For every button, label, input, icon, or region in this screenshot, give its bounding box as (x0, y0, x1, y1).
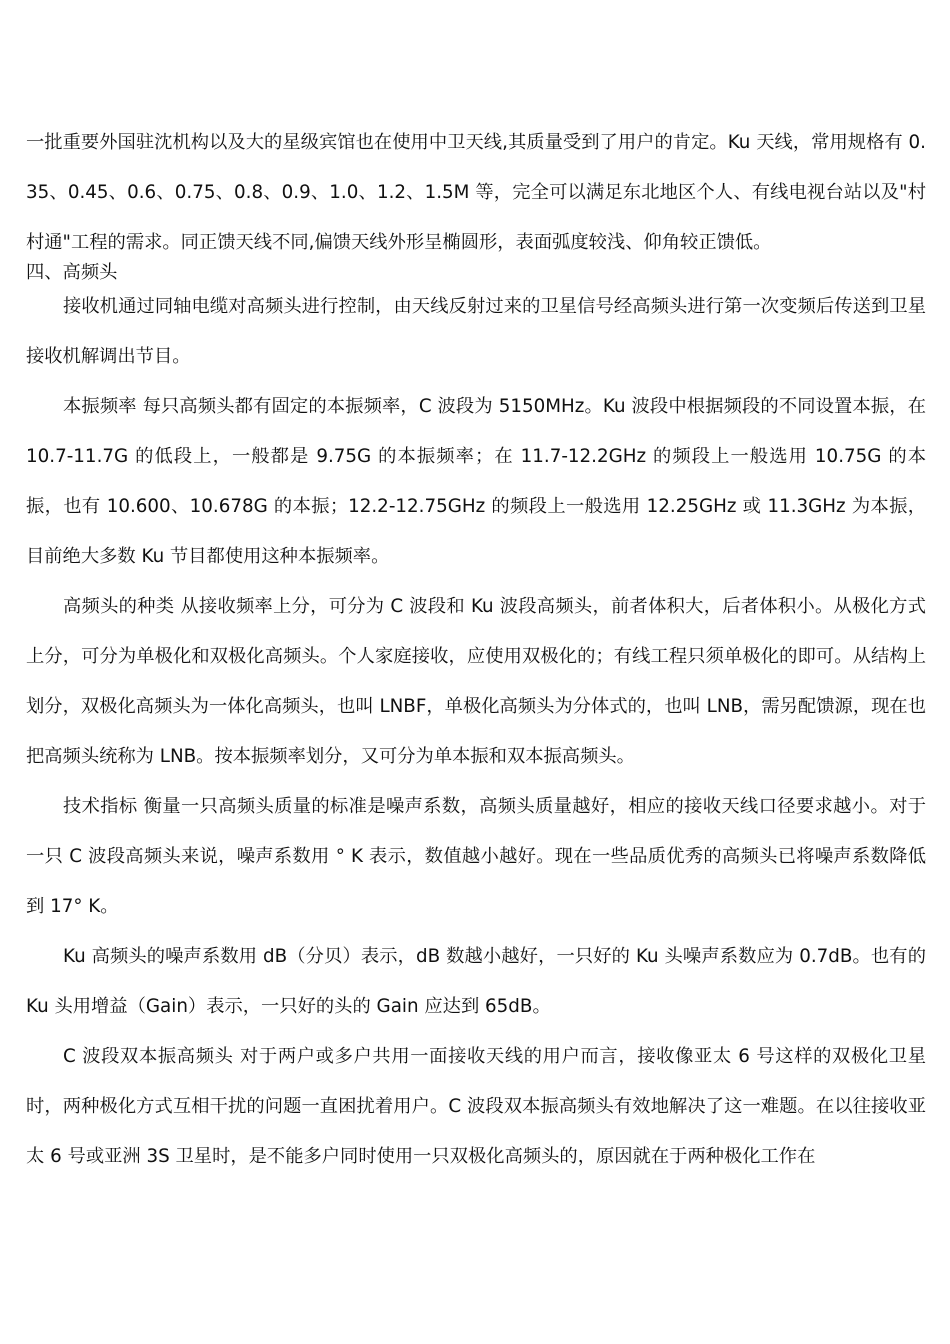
paragraph-local-oscillator: 本振频率 每只高频头都有固定的本振频率，C 波段为 5150MHz。Ku 波段中根据频段的不同设置本振，在 10.7-11.7G 的低段上，一般都是 9.75G 的本振频率；在 11.7-12.2GHz 的频段上一般选用 10.75G 的本振，也有 10.600、10.678G 的本振；12.2-12.75GHz 的频段上一般选用 12.25GHz 或 11.3GHz 为本振，目前绝大多数 Ku 节目都使用这种本振频率。 (26, 396, 926, 567)
paragraph-tech-specs: 技术指标 衡量一只高频头质量的标准是噪声系数，高频头质量越好，相应的接收天线口径要求越小。对于一只 C 波段高频头来说，噪声系数用 ° K 表示，数值越小越好。现在一些品质优秀的高频头已将噪声系数降低到 17° K。 (26, 796, 926, 917)
paragraph-dual-lo: C 波段双本振高频头 对于两户或多户共用一面接收天线的用户而言，接收像亚太 6 号这样的双极化卫星时，两种极化方式互相干扰的问题一直困扰着用户。C 波段双本振高频头有效地解决了这一难题。在以往接收亚太 6 号或亚洲 3S 卫星时，是不能多户同时使用一只双极化高频头的，原因就在于两种极化工作在 (26, 1046, 926, 1167)
section-heading-lnb: 四、高频头 (26, 262, 118, 283)
paragraph-antenna-specs: 一批重要外国驻沈机构以及大的星级宾馆也在使用中卫天线,其质量受到了用户的肯定。Ku 天线，常用规格有 0.35、0.45、0.6、0.75、0.8、0.9、1.0、1.2、1.5M 等，完全可以满足东北地区个人、有线电视台站以及"村村通"工程的需求。同正馈天线不同,偏馈天线外形呈椭圆形，表面弧度较浅、仰角较正馈低。 (26, 132, 926, 253)
paragraph-lnb-types: 高频头的种类 从接收频率上分，可分为 C 波段和 Ku 波段高频头，前者体积大，后者体积小。从极化方式上分，可分为单极化和双极化高频头。个人家庭接收，应使用双极化的；有线工程只须单极化的即可。从结构上划分，双极化高频头为一体化高频头，也叫 LNBF，单极化高频头为分体式的，也叫 LNB，需另配馈源，现在也把高频头统称为 LNB。按本振频率划分，又可分为单本振和双本振高频头。 (26, 596, 926, 767)
paragraph-ku-noise: Ku 高频头的噪声系数用 dB（分贝）表示，dB 数越小越好，一只好的 Ku 头噪声系数应为 0.7dB。也有的 Ku 头用增益（Gain）表示，一只好的头的 Gain 应达到 65dB。 (26, 946, 926, 1017)
paragraph-lnb-intro: 接收机通过同轴电缆对高频头进行控制，由天线反射过来的卫星信号经高频头进行第一次变频后传送到卫星接收机解调出节目。 (26, 296, 926, 367)
document-page (26, 118, 926, 1182)
